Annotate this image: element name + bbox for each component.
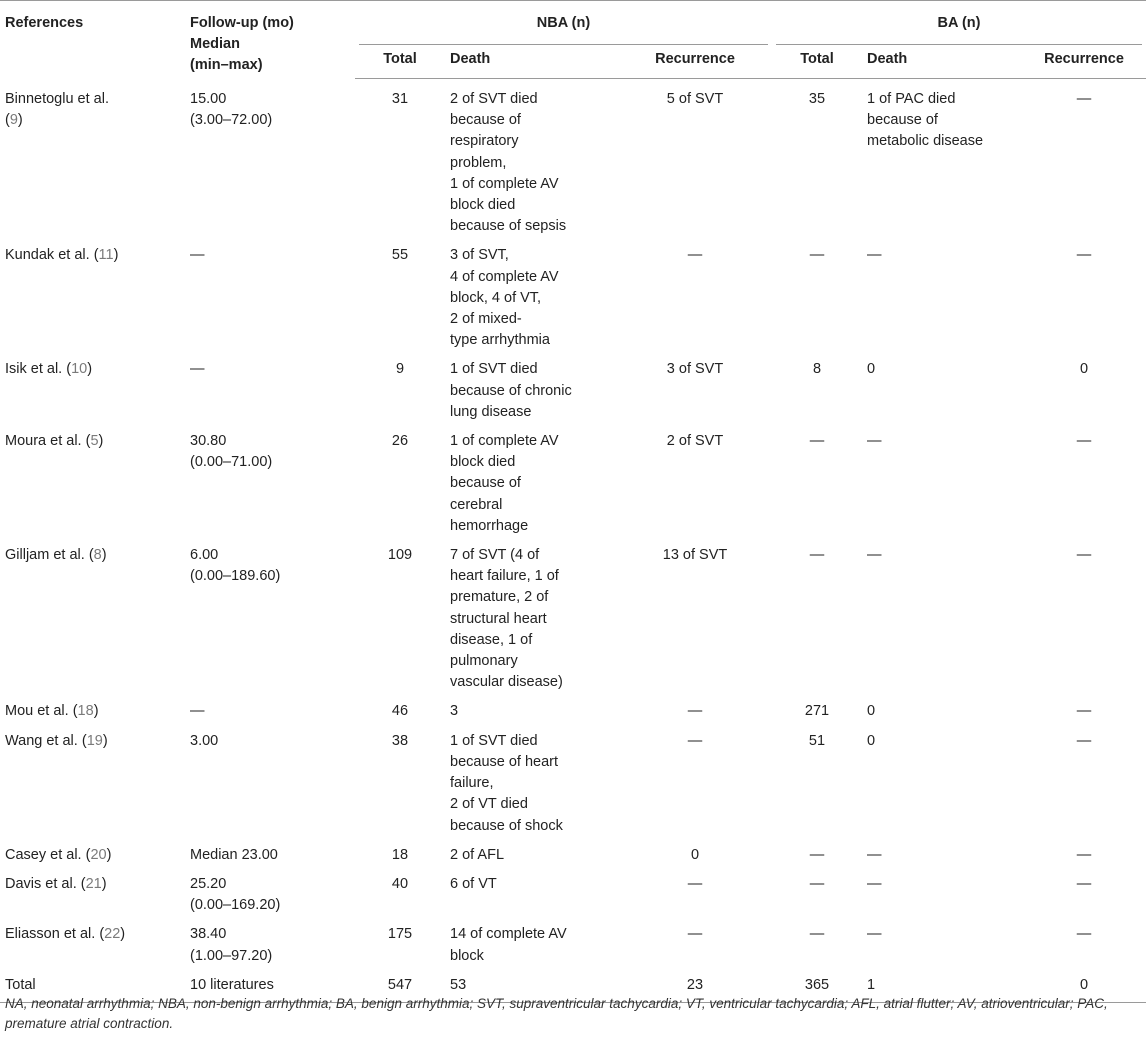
cell-line: — (867, 875, 882, 892)
ba-death-cell (862, 918, 1022, 968)
cell-line: — (867, 926, 882, 943)
ba-recurrence-cell: — (1076, 875, 1092, 892)
reference-cell: Isik et al. (10) (5, 361, 93, 378)
cell-line: 1 of SVT died (450, 361, 538, 378)
cell-line: — (190, 361, 205, 378)
nba-death-cell (445, 918, 618, 968)
cell-line: 2 of VT died (450, 796, 528, 813)
reference-citation-link[interactable]: 8 (93, 547, 102, 564)
cell-line: 1 of complete AV (450, 175, 559, 192)
nba-recurrence-cell: — (687, 703, 703, 720)
reference-name: Binnetoglu et al. (5, 90, 109, 107)
cell-line: (1.00–97.20) (190, 947, 273, 964)
reference-citation-link[interactable]: 10 (71, 361, 88, 378)
nba-death-cell (445, 79, 618, 240)
cell-line: — (867, 547, 882, 564)
nba-total-cell: 109 (387, 547, 413, 564)
ba-total-cell: 8 (812, 361, 822, 378)
nba-recurrence-cell: 5 of SVT (666, 91, 724, 107)
cell-line: type arrhythmia (450, 332, 550, 349)
header-ba-death: Death (862, 45, 1022, 79)
ba-total-cell: — (809, 926, 825, 943)
header-nba-death: Death (445, 45, 618, 79)
followup-cell (185, 425, 355, 539)
cell-line: block died (450, 454, 516, 471)
table-row (0, 353, 1146, 425)
reference-name: Wang et al. (5, 732, 78, 749)
reference-citation-link[interactable]: 5 (90, 433, 99, 450)
cell-line: block, 4 of VT, (450, 289, 542, 306)
cell-line: (0.00–189.60) (190, 568, 281, 585)
ba-total-cell: 271 (804, 703, 830, 720)
cell-line: 2 of AFL (450, 846, 505, 863)
reference-cell: Binnetoglu et al. (9) (5, 90, 109, 128)
cell-line: 6.00 (190, 547, 219, 564)
cell-line: 15.00 (190, 90, 227, 107)
nba-recurrence-cell: 2 of SVT (666, 433, 724, 450)
reference-citation-link[interactable]: 19 (86, 732, 103, 749)
nba-total-cell: 40 (391, 875, 409, 892)
ba-total-cell: — (809, 547, 825, 564)
cell-line: 38.40 (190, 926, 227, 943)
ba-death-cell (862, 425, 1022, 539)
reference-cell: Davis et al. (21) (5, 875, 107, 892)
followup-cell (185, 239, 355, 353)
cell-line: because of shock (450, 817, 563, 834)
nba-total-cell: 55 (391, 247, 409, 264)
reference-citation-link[interactable]: 22 (104, 926, 121, 943)
table-row (0, 239, 1146, 353)
total-label: Total (0, 969, 185, 1003)
cell-line: — (190, 703, 205, 720)
reference-name: Davis et al. (5, 875, 77, 892)
nba-recurrence-cell: — (687, 732, 703, 749)
total-followup: 10 literatures (185, 969, 355, 1003)
nba-recurrence-cell: — (687, 926, 703, 943)
nba-total-cell: 18 (391, 846, 409, 863)
cell-line: block (450, 947, 484, 964)
cell-line: (0.00–71.00) (190, 454, 273, 471)
reference-cell: Gilljam et al. (8) (5, 547, 107, 564)
table-row (0, 79, 1146, 240)
header-ba-total: Total (772, 45, 862, 79)
reference-cell: Kundak et al. (11) (5, 247, 119, 264)
cell-line: 3 of SVT, (450, 247, 509, 264)
ba-recurrence-cell: — (1076, 732, 1092, 749)
cell-line: heart failure, 1 of (450, 568, 559, 585)
reference-citation-link[interactable]: 21 (85, 875, 102, 892)
reference-citation-link[interactable]: 18 (77, 703, 94, 720)
cell-line: hemorrhage (450, 517, 529, 534)
nba-recurrence-cell: 3 of SVT (666, 361, 724, 378)
cell-line: respiratory (450, 133, 519, 150)
followup-cell (185, 868, 355, 918)
cell-line: structural heart (450, 610, 547, 627)
table-row (0, 725, 1146, 839)
cell-line: lung disease (450, 403, 532, 420)
ba-recurrence-cell: — (1076, 433, 1092, 450)
header-ba-recurrence: Recurrence (1022, 45, 1146, 79)
ba-recurrence-cell: — (1076, 926, 1092, 943)
nba-group-rule (355, 34, 772, 45)
header-references: References (0, 1, 185, 79)
nba-death-cell (445, 839, 618, 868)
ba-total-cell: — (809, 433, 825, 450)
reference-name: Mou et al. (5, 703, 69, 720)
cell-line: problem, (450, 154, 507, 171)
reference-citation-link[interactable]: 11 (98, 247, 114, 264)
nba-death-cell (445, 725, 618, 839)
header-ba-group: BA (n) (772, 1, 1146, 35)
ba-total-cell: — (809, 846, 825, 863)
nba-total-cell: 9 (395, 361, 405, 378)
ba-total-cell: 51 (808, 732, 826, 749)
cell-line: 0 (867, 361, 876, 378)
header-nba-group: NBA (n) (355, 1, 772, 35)
nba-recurrence-cell: 0 (690, 846, 700, 863)
nba-death-cell (445, 239, 618, 353)
reference-citation-link[interactable]: 9 (9, 111, 18, 128)
ba-death-cell (862, 868, 1022, 918)
nba-recurrence-cell: 13 of SVT (662, 547, 728, 564)
total-ba-total: 365 (772, 969, 862, 1003)
cell-line: premature, 2 of (450, 589, 549, 606)
followup-cell (185, 918, 355, 968)
cell-line: 3 (450, 703, 459, 720)
ba-death-cell (862, 353, 1022, 425)
ba-recurrence-cell: — (1076, 247, 1092, 264)
nba-total-cell: 26 (391, 433, 409, 450)
header-nba-total: Total (355, 45, 445, 79)
cell-line: because of (450, 475, 521, 492)
cell-line: cerebral (450, 496, 503, 513)
nba-total-cell: 31 (391, 91, 409, 107)
ba-recurrence-cell: — (1076, 91, 1092, 107)
nba-total-cell: 38 (391, 732, 409, 749)
cell-line: 6 of VT (450, 875, 497, 892)
cell-line: because of heart (450, 753, 559, 770)
cell-line: 2 of mixed- (450, 311, 522, 328)
table-header (0, 1, 1146, 79)
ba-recurrence-cell: — (1076, 703, 1092, 720)
nba-death-cell (445, 695, 618, 724)
cell-line: — (867, 846, 882, 863)
ba-group-rule (772, 34, 1146, 45)
cell-line: block died (450, 197, 516, 214)
total-ba-recurrence: 0 (1022, 969, 1146, 1003)
reference-name: Casey et al. (5, 846, 82, 863)
ba-death-cell (862, 695, 1022, 724)
nba-death-cell (445, 425, 618, 539)
cell-line: Median 23.00 (190, 846, 278, 863)
ba-total-cell: — (809, 247, 825, 264)
cell-line: 0 (867, 732, 876, 749)
cell-line: because of (450, 112, 521, 129)
total-nba-total: 547 (355, 969, 445, 1003)
nba-death-cell (445, 868, 618, 918)
reference-name: Isik et al. (5, 361, 63, 378)
nba-death-cell (445, 353, 618, 425)
cell-line: 4 of complete AV (450, 268, 559, 285)
cell-line: failure, (450, 775, 494, 792)
table-row (0, 918, 1146, 968)
cell-line: — (867, 247, 882, 264)
cell-line: (3.00–72.00) (190, 111, 273, 128)
nba-death-cell (445, 539, 618, 695)
total-ba-death: 1 (862, 969, 1022, 1003)
table-row (0, 539, 1146, 695)
cell-line: — (190, 247, 205, 264)
ba-death-cell (862, 539, 1022, 695)
cell-line: (0.00–169.20) (190, 897, 281, 914)
followup-cell (185, 695, 355, 724)
table-row (0, 839, 1146, 868)
total-nba-death: 53 (445, 969, 618, 1003)
cell-line: disease, 1 of (450, 631, 533, 648)
cell-line: metabolic disease (867, 133, 984, 150)
table-row (0, 868, 1146, 918)
header-followup-line1: Follow-up (mo) (190, 15, 294, 31)
reference-cell: Mou et al. (18) (5, 703, 99, 720)
followup-cell (185, 839, 355, 868)
reference-name: Moura et al. (5, 433, 82, 450)
cell-line: 30.80 (190, 433, 227, 450)
followup-cell (185, 79, 355, 240)
nba-recurrence-cell: — (687, 247, 703, 264)
reference-name: Kundak et al. (5, 247, 90, 264)
cell-line: 1 of PAC died (867, 91, 956, 107)
cell-line: 1 of complete AV (450, 433, 559, 450)
ba-recurrence-cell: 0 (1079, 361, 1089, 378)
total-nba-recurrence: 23 (618, 969, 772, 1003)
ba-death-cell (862, 239, 1022, 353)
followup-cell (185, 539, 355, 695)
nba-total-cell: 175 (387, 926, 413, 943)
cell-line: because of (867, 112, 938, 129)
cell-line: because of sepsis (450, 218, 567, 235)
cell-line: because of chronic (450, 382, 572, 399)
followup-cell (185, 353, 355, 425)
reference-cell: Wang et al. (19) (5, 732, 108, 749)
table-body (0, 79, 1146, 1003)
cell-line: 7 of SVT (4 of (450, 547, 540, 564)
cell-line: 14 of complete AV (450, 926, 567, 943)
table-row (0, 425, 1146, 539)
cell-line: vascular disease) (450, 674, 563, 691)
ba-total-cell: — (809, 875, 825, 892)
reference-cell: Moura et al. (5) (5, 433, 104, 450)
reference-name: Eliasson et al. (5, 926, 96, 943)
header-followup (185, 1, 355, 79)
ba-recurrence-cell: — (1076, 547, 1092, 564)
header-nba-recurrence: Recurrence (618, 45, 772, 79)
cell-line: 3.00 (190, 732, 219, 749)
ba-death-cell (862, 79, 1022, 240)
cell-line: 0 (867, 703, 876, 720)
ba-death-cell (862, 725, 1022, 839)
header-followup-line3: (min–max) (190, 57, 263, 73)
table-footnote: NA, neonatal arrhythmia; NBA, non-benign arrhythmia; BA, benign arrhythmia; SVT, supraventricular tachycardia; VT, ventricular tachycardia; AFL, atrial flutter; AV, atrioventricular; PAC, premature atrial contraction. (5, 996, 1108, 1031)
followup-cell (185, 725, 355, 839)
cell-line: 1 of SVT died (450, 732, 538, 749)
ba-death-cell (862, 839, 1022, 868)
ba-recurrence-cell: — (1076, 846, 1092, 863)
table-row (0, 695, 1146, 724)
nba-total-cell: 46 (391, 703, 409, 720)
ba-total-cell: 35 (808, 91, 826, 107)
reference-cell: Eliasson et al. (22) (5, 926, 126, 943)
reference-citation-link[interactable]: 20 (90, 846, 107, 863)
cell-line: — (867, 433, 882, 450)
header-followup-line2: Median (190, 36, 240, 52)
reference-cell: Casey et al. (20) (5, 846, 112, 863)
cell-line: pulmonary (450, 653, 518, 670)
cell-line: 2 of SVT died (450, 91, 538, 107)
reference-name: Gilljam et al. (5, 547, 85, 564)
nba-recurrence-cell: — (687, 875, 703, 892)
cell-line: 25.20 (190, 875, 227, 892)
